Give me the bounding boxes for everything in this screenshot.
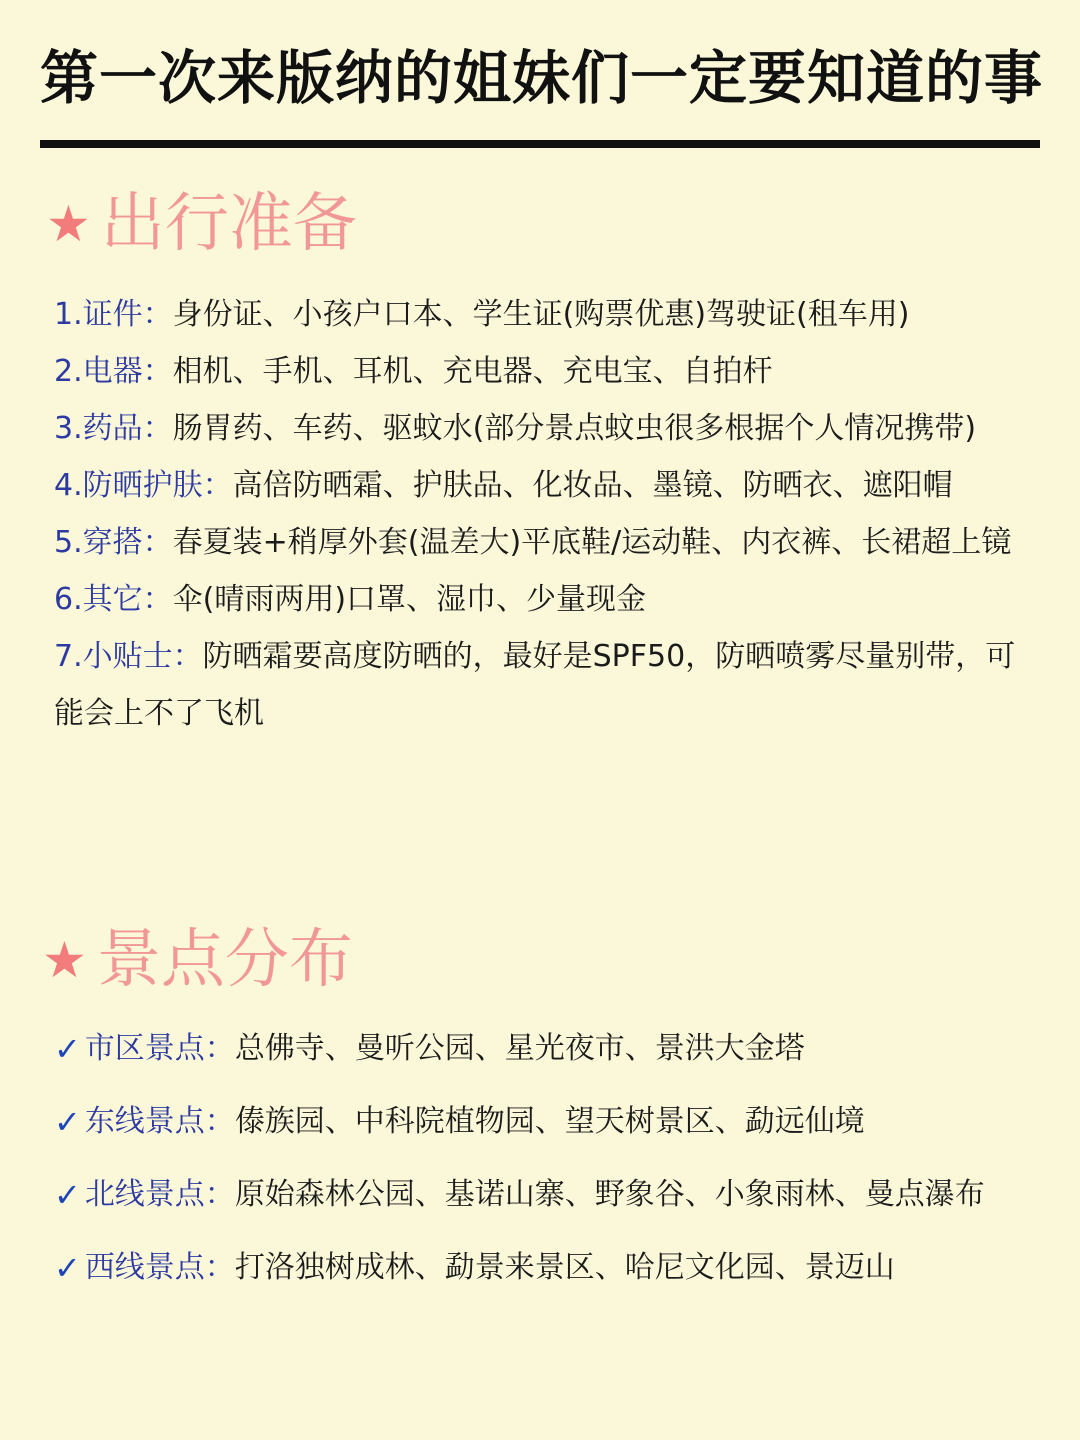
list-item: [54, 400, 1024, 457]
item-label: 西线景点：: [84, 1249, 235, 1285]
item-text: 总佛寺、曼听公园、星光夜市、景洪大金塔: [234, 1030, 805, 1066]
item-text: 身份证、小孩户口本、学生证(购票优惠)驾驶证(租车用): [172, 297, 910, 332]
item-text: 傣族园、中科院植物园、望天树景区、勐远仙境: [234, 1103, 865, 1139]
title-divider: [40, 140, 1040, 148]
item-text: 原始森林公园、基诺山寨、野象谷、小象雨林、曼点瀑布: [234, 1176, 985, 1212]
item-label: 5.穿搭：: [54, 525, 173, 560]
list-item: [54, 1012, 1054, 1085]
section-heading-text: 景点分布: [96, 923, 353, 997]
section-heading-text: 出行准备: [100, 187, 357, 261]
item-text: 打洛独树成林、勐景来景区、哈尼文化园、景迈山: [234, 1249, 895, 1285]
list-item: [54, 343, 1024, 400]
star-icon: ★: [46, 195, 91, 253]
list-item: [54, 514, 1024, 571]
item-label: 7.小贴士：: [54, 639, 203, 674]
list-item: [54, 457, 1024, 514]
item-text: 肠胃药、车药、驱蚊水(部分景点蚊虫很多根据个人情况携带): [172, 411, 977, 446]
list-item: [54, 1158, 1054, 1231]
star-icon: ★: [42, 931, 87, 989]
page-title: 第一次来版纳的姐妹们一定要知道的事: [40, 44, 1044, 112]
item-label: 6.其它：: [54, 582, 173, 617]
item-text: 伞(晴雨两用)口罩、湿巾、少量现金: [172, 582, 647, 617]
item-text: 防晒霜要高度防晒的，最好是SPF50，防晒喷雾尽量别带，可能会上不了飞机: [54, 639, 1016, 731]
item-text: 春夏装+稍厚外套(温差大)平底鞋/运动鞋、内衣裤、长裙超上镜: [172, 525, 1012, 560]
item-label: 1.证件：: [54, 297, 173, 332]
item-label: 3.药品：: [54, 411, 173, 446]
section-heading-spots: [42, 920, 353, 1000]
item-label: 2.电器：: [54, 354, 173, 389]
item-label: 北线景点：: [84, 1176, 235, 1212]
list-item: [54, 1231, 1054, 1304]
item-label: 市区景点：: [84, 1030, 235, 1066]
list-item: [54, 286, 1024, 343]
list-item: [54, 1085, 1054, 1158]
list-item: [54, 571, 1024, 628]
prep-list: [54, 286, 1024, 742]
check-icon: ✓: [54, 1029, 81, 1068]
item-text: 相机、手机、耳机、充电器、充电宝、自拍杆: [172, 354, 773, 389]
item-text: 高倍防晒霜、护肤品、化妆品、墨镜、防晒衣、遮阳帽: [232, 468, 953, 503]
check-icon: ✓: [54, 1248, 81, 1287]
check-icon: ✓: [54, 1175, 81, 1214]
check-icon: ✓: [54, 1102, 81, 1141]
list-item: [54, 628, 1024, 742]
spots-list: [54, 1012, 1054, 1304]
item-label: 4.防晒护肤：: [54, 468, 233, 503]
item-label: 东线景点：: [84, 1103, 235, 1139]
section-heading-prep: [46, 184, 357, 264]
